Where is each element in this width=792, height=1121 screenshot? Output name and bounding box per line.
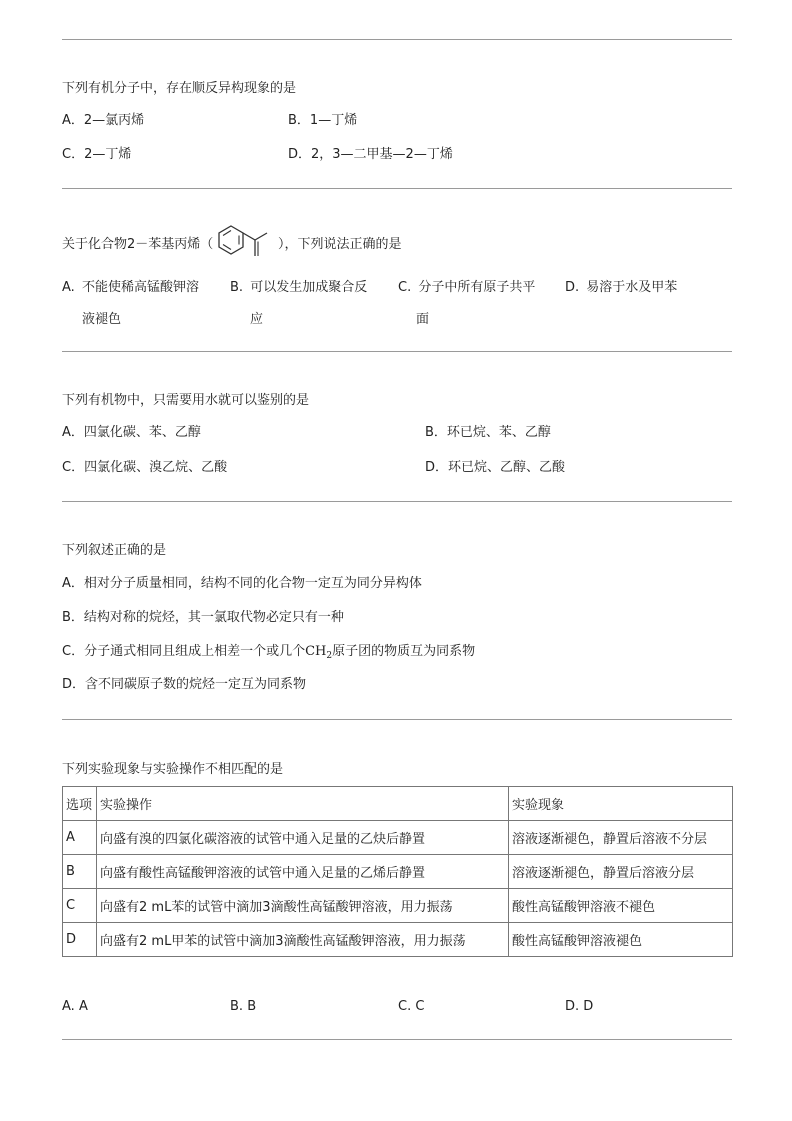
option-a[interactable] — [62, 279, 199, 297]
divider — [62, 188, 732, 189]
option-label: C. — [398, 280, 412, 295]
divider — [62, 1039, 732, 1040]
option-label: B. — [230, 280, 244, 295]
table-row — [63, 855, 733, 889]
option-c[interactable] — [62, 146, 131, 164]
table-row — [63, 821, 733, 855]
option-text: 环已烷、乙醇、乙酸 — [448, 460, 566, 475]
option-text: 环已烷、苯、乙醇 — [446, 425, 551, 440]
option-b[interactable] — [230, 279, 367, 297]
table-cell: 向盛有2 mL苯的试管中滴加3滴酸性高锰酸钾溶液，用力振荡 — [97, 889, 509, 923]
option-text: 2—丁烯 — [84, 147, 132, 162]
question-stem: 下列有机物中，只需要用水就可以鉴别的是 — [62, 393, 310, 408]
header-cell: 实验操作 — [97, 787, 509, 821]
header-cell: 实验现象 — [509, 787, 733, 821]
option-label: C． — [62, 460, 85, 475]
question-stem-end: ），下列说法正确的是 — [278, 237, 402, 252]
option-d[interactable] — [565, 279, 677, 297]
table-cell: 向盛有酸性高锰酸钾溶液的试管中通入足量的乙烯后静置 — [97, 855, 509, 889]
question-stem-start: 关于化合物2－苯基丙烯（ — [62, 237, 214, 252]
table-cell: A — [63, 821, 97, 855]
header-cell: 选项 — [63, 787, 97, 821]
option-text: 相对分子质量相同，结构不同的化合物一定互为同分异构体 — [83, 576, 422, 591]
option-c[interactable] — [398, 279, 535, 297]
option-b-continued: 应 — [250, 312, 264, 327]
option-text: 1—丁烯 — [309, 113, 358, 128]
option-a[interactable] — [62, 575, 422, 593]
option-c[interactable] — [62, 459, 227, 477]
option-label: D． — [62, 677, 86, 692]
option-label: D. — [565, 280, 580, 295]
table-cell: 酸性高锰酸钾溶液褪色 — [509, 923, 733, 957]
divider — [62, 351, 732, 352]
option-text: D — [583, 999, 594, 1014]
table-header-row — [63, 787, 733, 821]
option-label: A． — [62, 425, 84, 440]
option-text: 2—氯丙烯 — [83, 113, 145, 128]
option-d[interactable] — [62, 676, 306, 694]
option-label: A． — [62, 113, 84, 128]
option-label: B． — [425, 425, 447, 440]
option-a[interactable] — [62, 998, 88, 1016]
table-cell: 溶液逐渐褪色，静置后溶液不分层 — [509, 821, 733, 855]
option-label: D． — [425, 460, 449, 475]
option-text: 易溶于水及甲苯 — [586, 280, 678, 295]
option-text: 不能使稀高锰酸钾溶 — [81, 280, 199, 295]
option-text: C — [415, 999, 425, 1014]
divider — [62, 719, 732, 720]
option-a[interactable] — [62, 424, 201, 442]
table-cell: C — [63, 889, 97, 923]
option-label: A. — [62, 280, 75, 295]
option-label: D. — [565, 999, 580, 1014]
option-label: D． — [288, 147, 312, 162]
option-a-continued: 液褪色 — [82, 312, 122, 327]
option-text: B — [247, 999, 257, 1014]
ch2-formula — [305, 644, 332, 659]
question-stem: 下列实验现象与实验操作不相匹配的是 — [62, 762, 284, 777]
table-cell: 向盛有溴的四氯化碳溶液的试管中通入足量的乙炔后静置 — [97, 821, 509, 855]
question-stem: 下列有机分子中，存在顺反异构现象的是 — [62, 81, 297, 96]
option-text-rest: 原子团的物质互为同系物 — [332, 644, 476, 659]
option-text: 四氯化碳、苯、乙醇 — [83, 425, 201, 440]
option-label: B. — [230, 999, 244, 1014]
option-text: 分子中所有原子共平 — [418, 280, 536, 295]
option-c[interactable] — [398, 998, 424, 1016]
option-label: A. — [62, 999, 75, 1014]
option-text: 可以发生加成聚合反 — [250, 280, 368, 295]
option-label: A． — [62, 576, 84, 591]
option-b[interactable] — [288, 112, 357, 130]
question-stem: 下列叙述正确的是 — [62, 543, 167, 558]
option-text: A — [78, 999, 88, 1014]
table-cell: 向盛有2 mL甲苯的试管中滴加3滴酸性高锰酸钾溶液，用力振荡 — [97, 923, 509, 957]
option-text: 四氯化碳、溴乙烷、乙酸 — [84, 460, 228, 475]
option-d[interactable] — [565, 998, 593, 1016]
table-cell: B — [63, 855, 97, 889]
option-label: B． — [288, 113, 310, 128]
table-row — [63, 923, 733, 957]
option-c-continued: 面 — [416, 312, 430, 327]
phenylpropene-structure-image — [214, 216, 276, 274]
option-b[interactable] — [425, 424, 551, 442]
table-cell: 溶液逐渐褪色，静置后溶液分层 — [509, 855, 733, 889]
option-b[interactable] — [62, 609, 344, 627]
table-row — [63, 889, 733, 923]
formula-text: CH — [305, 644, 327, 659]
option-a[interactable] — [62, 112, 144, 130]
divider — [62, 501, 732, 502]
option-label: B． — [62, 610, 84, 625]
option-b[interactable] — [230, 998, 256, 1016]
option-text: 含不同碳原子数的烷烃一定互为同系物 — [85, 677, 307, 692]
option-label: C． — [62, 644, 85, 659]
option-d[interactable] — [288, 146, 453, 164]
experiment-table — [62, 786, 733, 957]
option-text: 结构对称的烷烃，其一氯取代物必定只有一种 — [83, 610, 344, 625]
table-cell: 酸性高锰酸钾溶液不褪色 — [509, 889, 733, 923]
option-text: 分子通式相同且组成上相差一个或几个 — [84, 644, 306, 659]
option-text: 2，3—二甲基—2—丁烯 — [311, 147, 453, 162]
option-c[interactable] — [62, 643, 475, 665]
option-d[interactable] — [425, 459, 565, 477]
formula-subscript: 2 — [326, 651, 333, 661]
divider — [62, 39, 732, 40]
option-label: C. — [398, 999, 412, 1014]
table-cell: D — [63, 923, 97, 957]
option-label: C． — [62, 147, 85, 162]
